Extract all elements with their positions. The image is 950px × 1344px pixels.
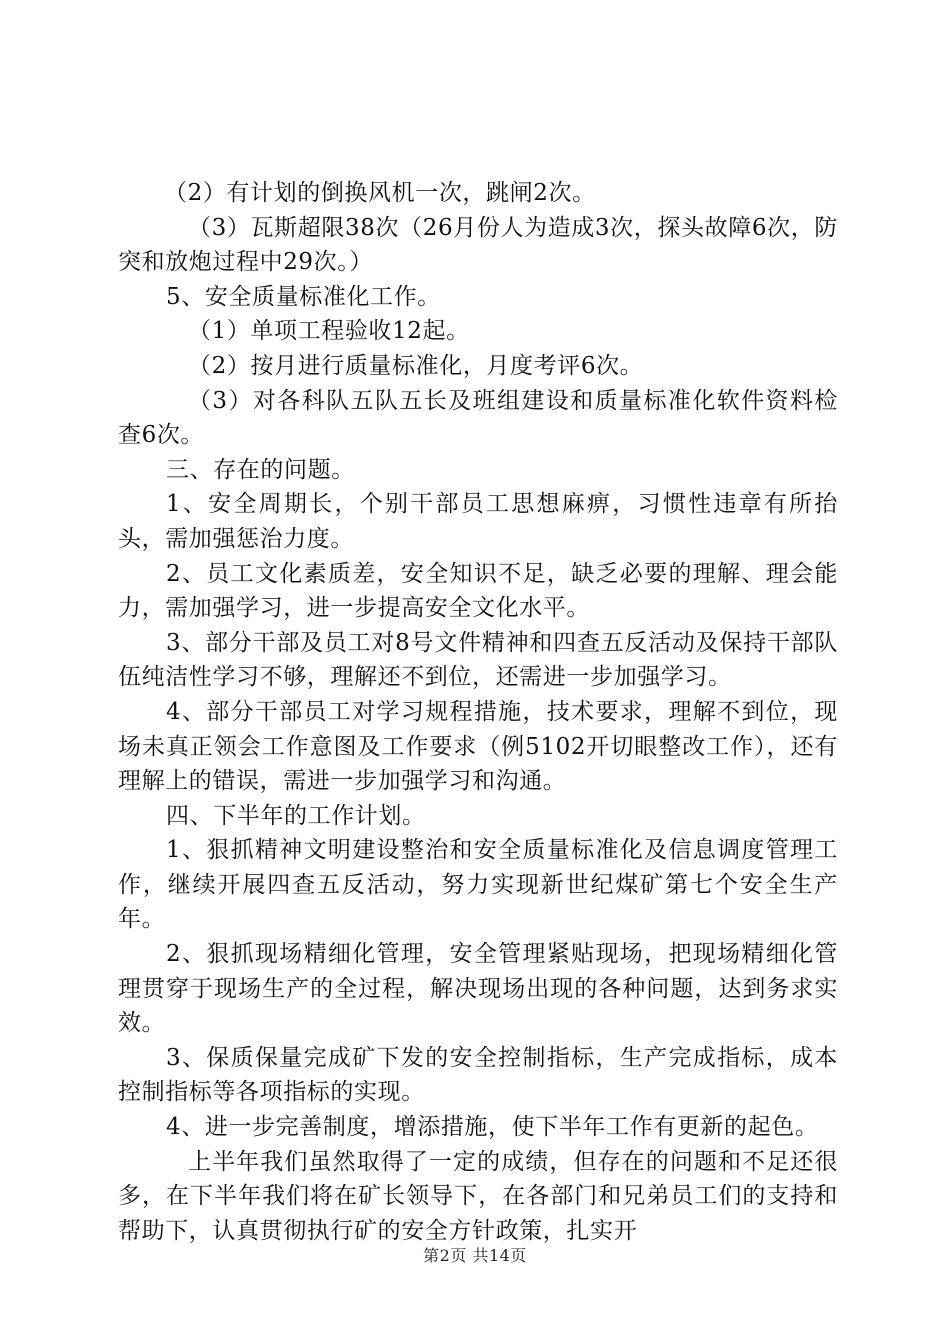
paragraph-plan-1: 1、狠抓精神文明建设整治和安全质量标准化及信息调度管理工作，继续开展四查五反活动，努力实现新世纪煤矿第七个安全生产年。 <box>118 837 838 933</box>
paragraph-problem-4: 4、部分干部员工对学习规程措施，技术要求，理解不到位，现场未真正领会工作意图及工作要求（例5102开切眼整改工作），还有理解上的错误，需进一步加强学习和沟通。 <box>118 698 838 795</box>
paragraph-fan-switch: （2）有计划的倒换风机一次，跳闸2次。 <box>164 180 596 206</box>
paragraph-plan-3: 3、保质保量完成矿下发的安全控制指标，生产完成指标，成本控制指标等各项指标的实现。 <box>118 1044 838 1106</box>
paragraph-section-quality-standard: 5、安全质量标准化工作。 <box>166 283 441 310</box>
paragraph-monthly-evaluation: （2）按月进行质量标准化，月度考评6次。 <box>188 352 644 379</box>
paragraph-problem-1: 1、安全周期长，个别干部员工思想麻痹，习惯性违章有所抬头，需加强惩治力度。 <box>118 491 838 552</box>
paragraph-problem-3: 3、部分干部及员工对8号文件精神和四查五反活动及保持干部队伍纯洁性学习不够，理解还不到位，还需进一步加强学习。 <box>118 629 838 691</box>
section-heading-work-plan: 四、下半年的工作计划。 <box>166 802 426 829</box>
document-body <box>118 176 838 1248</box>
paragraph-plan-2: 2、狠抓现场精细化管理，安全管理紧贴现场，把现场精细化管理贯穿于现场生产的全过程，解决现场出现的各种问题，达到务求实效。 <box>118 941 838 1037</box>
paragraph-problem-2: 2、员工文化素质差，安全知识不足，缺乏必要的理解、理会能力，需加强学习，进一步提高安全文化水平。 <box>118 560 838 622</box>
page-number-footer: 第2页 共14页 <box>423 1246 527 1265</box>
section-heading-problems: 三、存在的问题。 <box>166 456 355 483</box>
paragraph-gas-overlimit: （3）瓦斯超限38次（26月份人为造成3次，探头故障6次，防突和放炮过程中29次。） <box>118 214 838 276</box>
paragraph-software-inspection: （3）对各科队五队五长及班组建设和质量标准化软件资料检查6次。 <box>118 387 838 449</box>
paragraph-conclusion: 上半年我们虽然取得了一定的成绩，但存在的问题和不足还很多，在下半年我们将在矿长领导下，在各部门和兄弟员工们的支持和帮助下，认真贯彻执行矿的安全方针政策，扎实开 <box>118 1148 838 1244</box>
paragraph-project-acceptance: （1）单项工程验收12起。 <box>188 318 470 345</box>
paragraph-plan-4: 4、进一步完善制度，增添措施，使下半年工作有更新的起色。 <box>166 1114 819 1141</box>
